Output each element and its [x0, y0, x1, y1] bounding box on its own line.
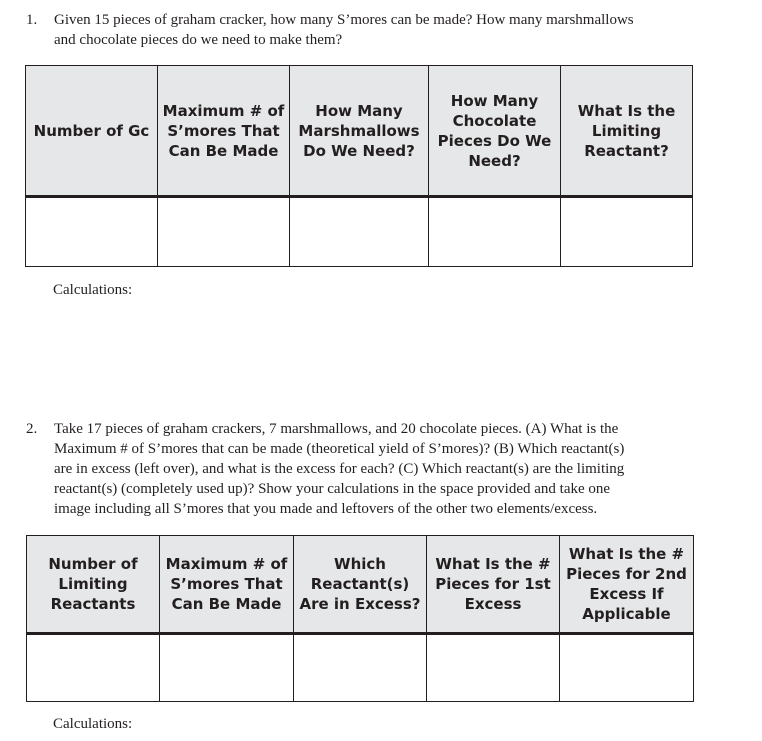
table-2-answer-cell[interactable] — [27, 634, 160, 702]
table-2-answer-cell[interactable] — [427, 634, 560, 702]
question-2-number: 2. — [26, 421, 38, 437]
table-1 — [25, 65, 693, 267]
question-2-text — [54, 419, 624, 519]
table-2-header-second-excess: What Is the # Pieces for 2nd Excess If Applicable — [560, 536, 694, 634]
question-2-line-4: reactant(s) (completely used up)? Show your calculations in the space provided and take one — [54, 481, 611, 497]
calculations-2-label: Calculations: — [53, 716, 133, 732]
table-1-answer-cell[interactable] — [290, 197, 429, 267]
question-2-line-1: Take 17 pieces of graham crackers, 7 marshmallows, and 20 chocolate pieces. (A) What is the — [54, 421, 619, 437]
calculations-1-label: Calculations: — [53, 282, 133, 298]
table-1-answer-cell[interactable] — [158, 197, 290, 267]
table-1-header-marshmallows: How Many Marshmallows Do We Need? — [290, 66, 429, 197]
table-1-answer-cell[interactable] — [26, 197, 158, 267]
table-1-answer-cell[interactable] — [561, 197, 693, 267]
question-1-line-1: Given 15 pieces of graham cracker, how many S’mores can be made? How many marshmallows — [54, 12, 634, 28]
table-1-answer-row — [26, 197, 693, 267]
question-2-line-5: image including all S’mores that you made and leftovers of the other two elements/excess. — [54, 501, 598, 517]
table-2-header-limiting-reactants: Number of Limiting Reactants — [27, 536, 160, 634]
table-2 — [26, 535, 694, 702]
table-2-header-max-smores: Maximum # of S’mores That Can Be Made — [160, 536, 294, 634]
question-1-text — [54, 10, 634, 50]
question-1-line-2: and chocolate pieces do we need to make them? — [54, 32, 343, 48]
table-2-answer-cell[interactable] — [560, 634, 694, 702]
question-1 — [26, 10, 726, 50]
table-2-header-first-excess: What Is the # Pieces for 1st Excess — [427, 536, 560, 634]
question-2-line-2: Maximum # of S’mores that can be made (theoretical yield of S’mores)? (B) Which reactant(s) — [54, 441, 625, 457]
table-2-answer-cell[interactable] — [294, 634, 427, 702]
table-1-header-limiting-reactant: What Is the Limiting Reactant? — [561, 66, 693, 197]
table-2-answer-cell[interactable] — [160, 634, 294, 702]
question-2 — [26, 419, 726, 519]
question-2-line-3: are in excess (left over), and what is the excess for each? (C) Which reactant(s) are the limiting — [54, 461, 625, 477]
table-1-header-max-smores: Maximum # of S’mores That Can Be Made — [158, 66, 290, 197]
table-1-header-row — [26, 66, 693, 197]
table-2-header-row — [27, 536, 694, 634]
table-1-header-chocolate: How Many Chocolate Pieces Do We Need? — [429, 66, 561, 197]
table-1-header-number-of-gc: Number of Gc — [26, 66, 158, 197]
table-2-header-excess-reactants: Which Reactant(s) Are in Excess? — [294, 536, 427, 634]
table-1-answer-cell[interactable] — [429, 197, 561, 267]
table-2-answer-row — [27, 634, 694, 702]
question-1-number: 1. — [26, 12, 38, 28]
